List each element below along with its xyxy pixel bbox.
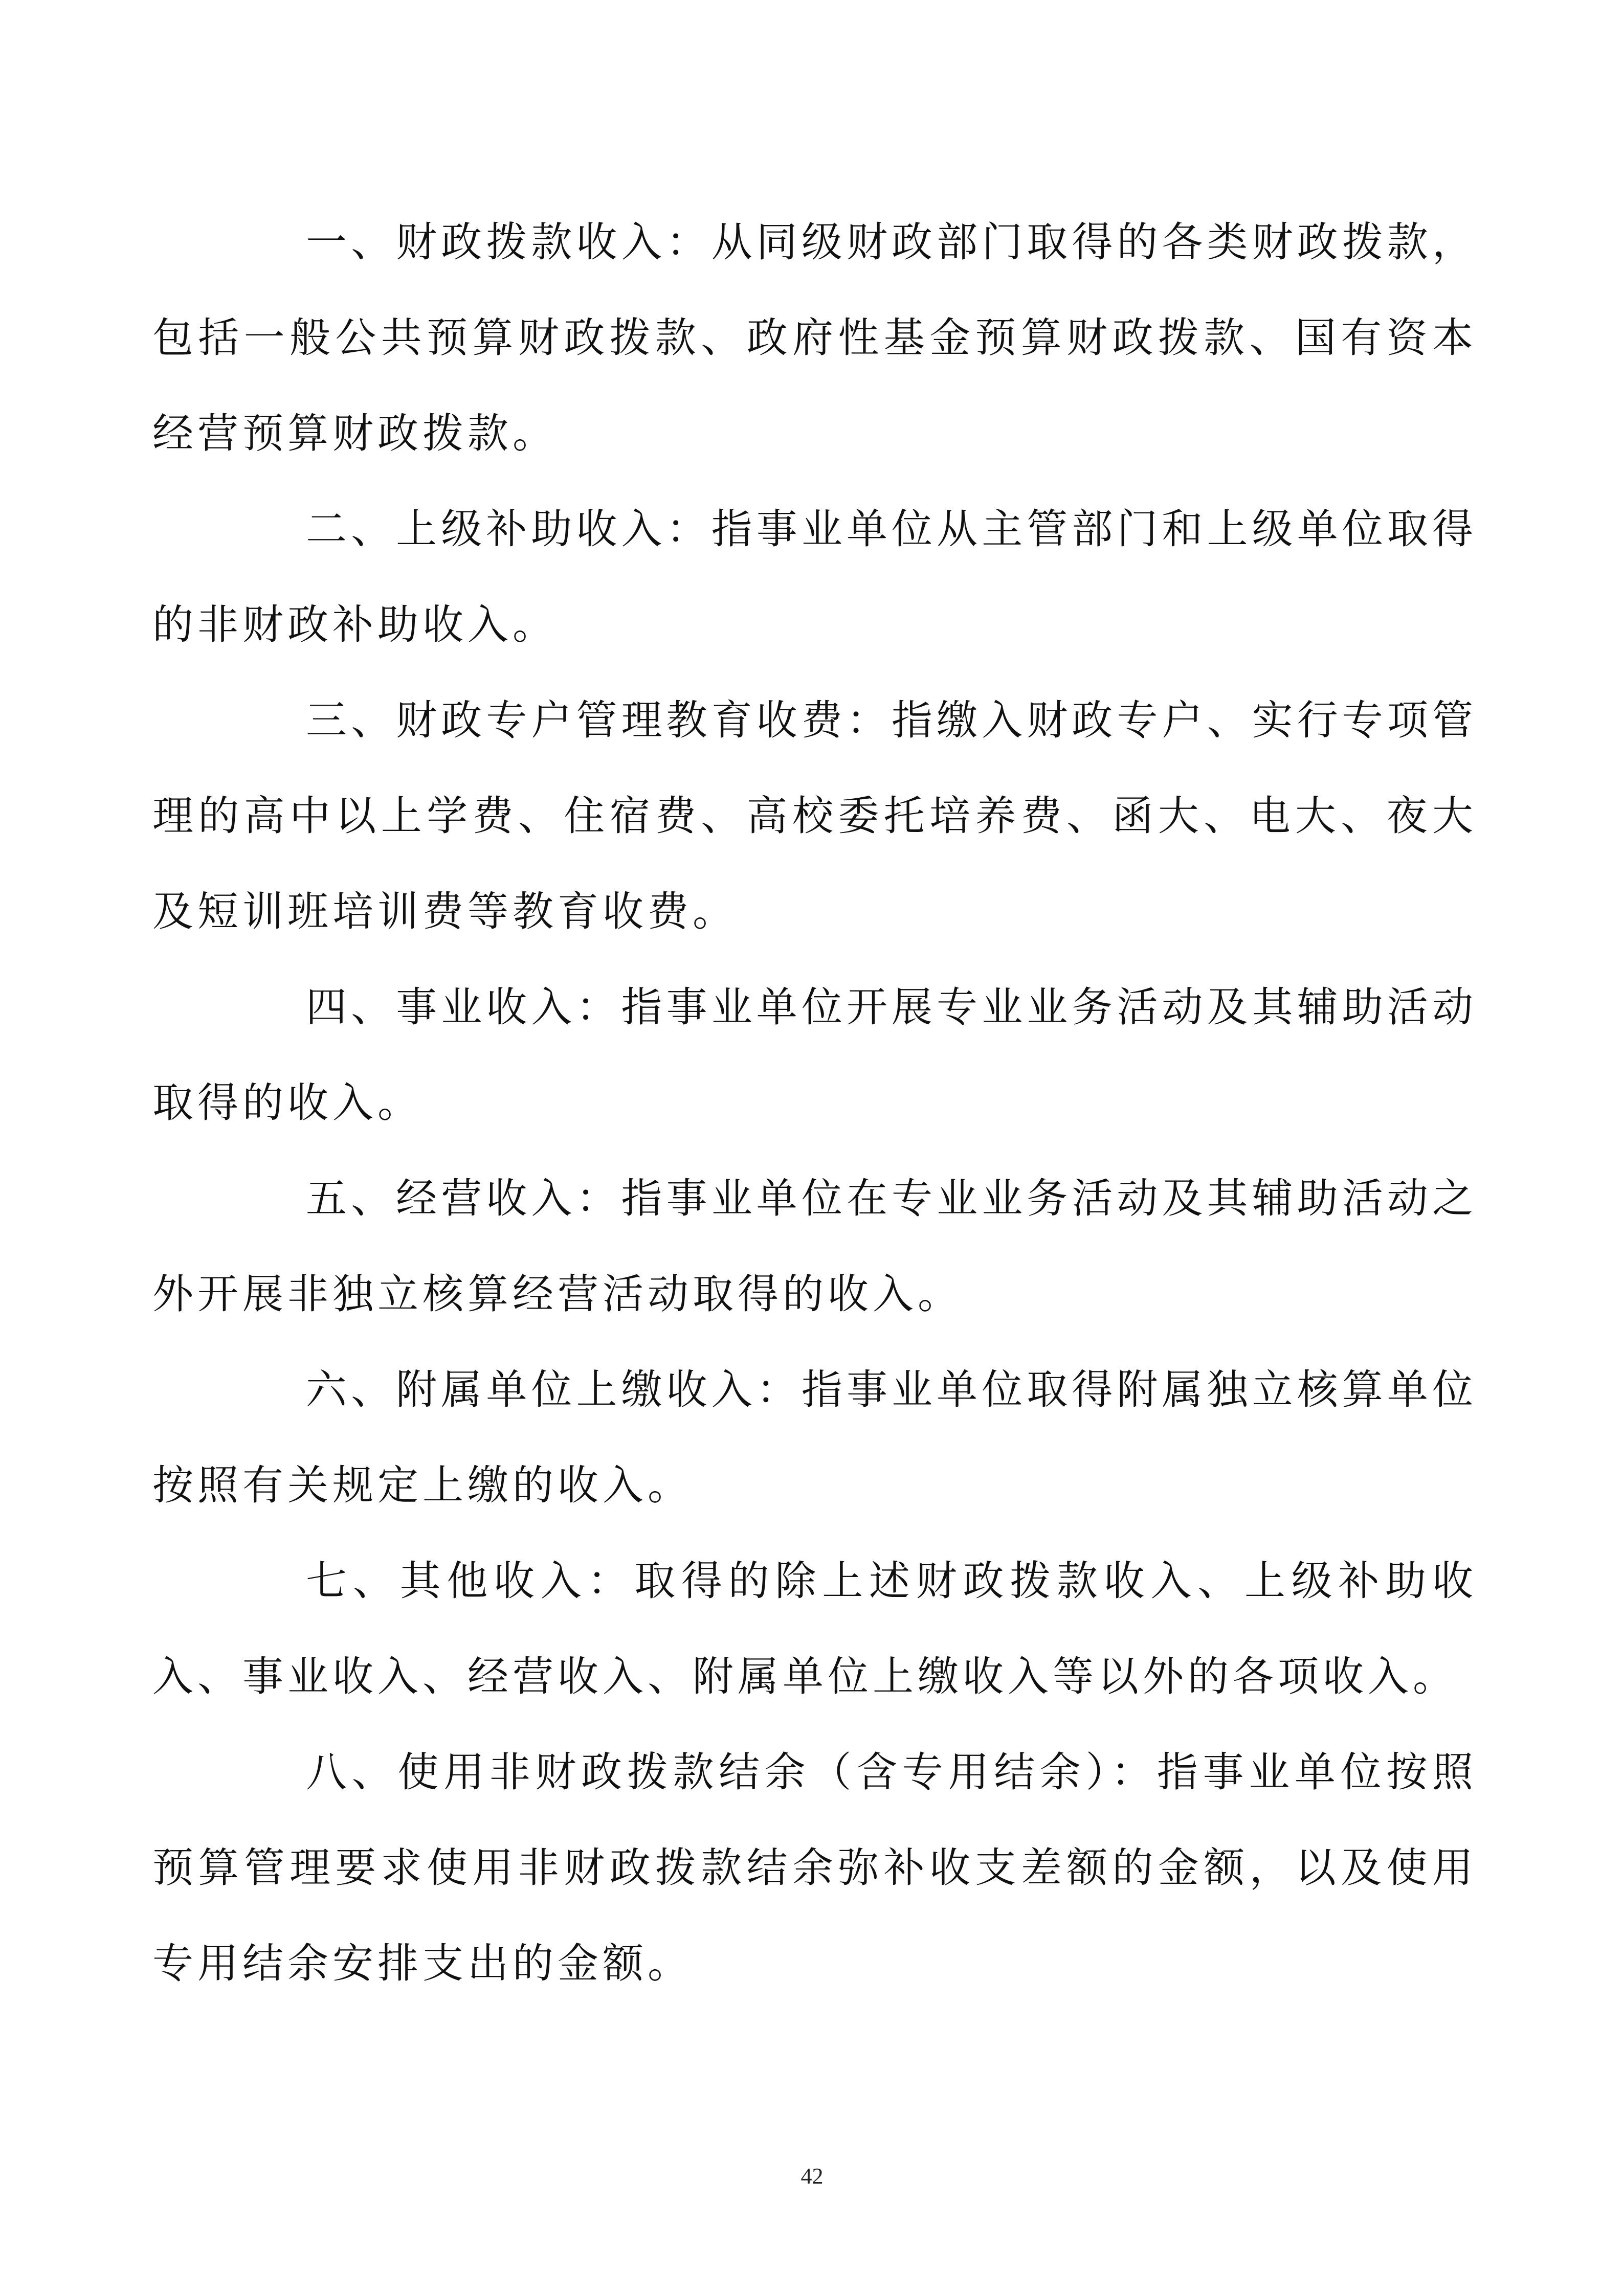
paragraph-6: 六、附属单位上缴收入：指事业单位取得附属独立核算单位按照有关规定上缴的收入。 bbox=[152, 1366, 1477, 1509]
paragraph-3: 三、财政专户管理教育收费：指缴入财政专户、实行专项管理的高中以上学费、住宿费、高校委托培养费、函大、电大、夜大及短训班培训费等教育收费。 bbox=[152, 696, 1477, 935]
paragraph-2: 二、上级补助收入：指事业单位从主管部门和上级单位取得的非财政补助收入。 bbox=[152, 505, 1477, 648]
paragraph-4: 四、事业收入：指事业单位开展专业业务活动及其辅助活动取得的收入。 bbox=[152, 983, 1477, 1127]
paragraph-1: 一、财政拨款收入：从同级财政部门取得的各类财政拨款，包括一般公共预算财政拨款、政府性基金预算财政拨款、国有资本经营预算财政拨款。 bbox=[152, 218, 1477, 457]
document-body bbox=[152, 194, 1477, 2011]
page-number: 42 bbox=[800, 2164, 824, 2189]
paragraph-5: 五、经营收入：指事业单位在专业业务活动及其辅助活动之外开展非独立核算经营活动取得的收入。 bbox=[152, 1175, 1477, 1318]
paragraph-8: 八、使用非财政拨款结余（含专用结余）：指事业单位按照预算管理要求使用非财政拨款结余弥补收支差额的金额，以及使用专用结余安排支出的金额。 bbox=[152, 1748, 1477, 1987]
paragraph-7: 七、其他收入：取得的除上述财政拨款收入、上级补助收入、事业收入、经营收入、附属单位上缴收入等以外的各项收入。 bbox=[152, 1557, 1477, 1700]
